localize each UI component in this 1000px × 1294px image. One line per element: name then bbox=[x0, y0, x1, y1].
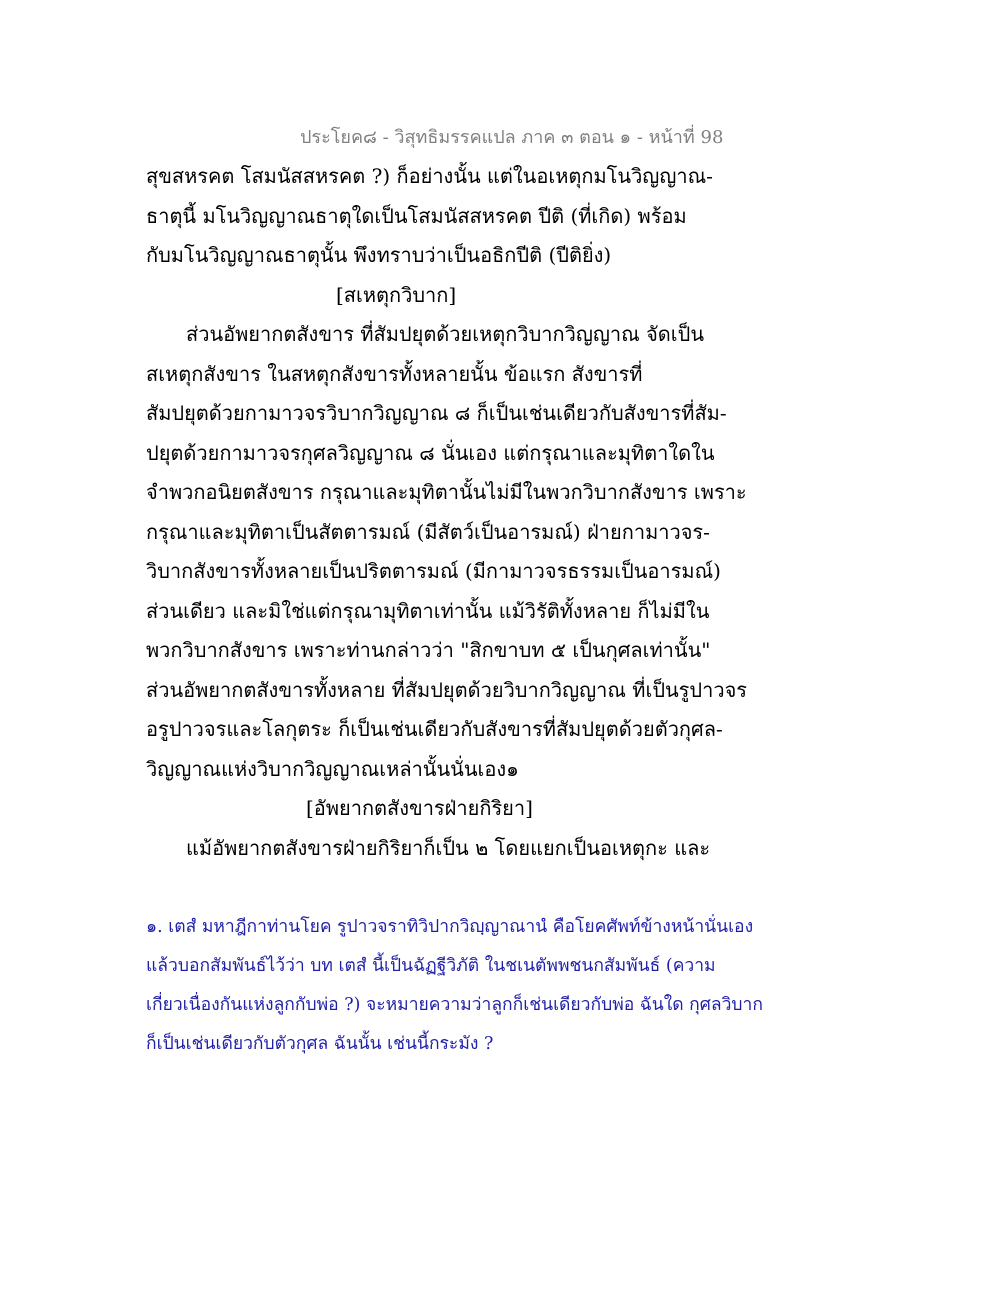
text-line: ส่วนอัพยากตสังขาร ที่สัมปยุตด้วยเหตุกวิบากวิญญาณ จัดเป็น bbox=[186, 322, 704, 346]
text-line: สัมปยุตด้วยกามาวจรวิบากวิญญาณ ๘ ก็เป็นเช่นเดียวกับสังขารที่สัม- bbox=[146, 401, 727, 425]
text-line: ธาตุนี้ มโนวิญญาณธาตุใดเป็นโสมนัสสหรคต ปีติ (ที่เกิด) พร้อม bbox=[146, 203, 687, 228]
text-line: ส่วนอัพยากตสังขารทั้งหลาย ที่สัมปยุตด้วยวิบากวิญญาณ ที่เป็นรูปาวจร bbox=[146, 677, 748, 702]
footnote-line: ก็เป็นเช่นเดียวกับตัวกุศล ฉันนั้น เช่นนี้กระมัง ? bbox=[146, 1034, 494, 1054]
text-line: กับมโนวิญญาณธาตุนั้น พึงทราบว่าเป็นอธิกปีติ (ปีติยิ่ง) bbox=[146, 243, 612, 267]
text-line: กรุณาและมุทิตาเป็นสัตตารมณ์ (มีสัตว์เป็นอารมณ์) ฝ่ายกามาวจร- bbox=[146, 519, 710, 544]
text-line: แม้อัพยากตสังขารฝ่ายกิริยาก็เป็น ๒ โดยแยกเป็นอเหตุกะ และ bbox=[186, 835, 711, 860]
text-line: สเหตุกสังขาร ในสหตุกสังขารทั้งหลายนั้น ข้อแรก สังขารที่ bbox=[146, 361, 643, 386]
footnote-line: เกี่ยวเนื่องกันแห่งลูกกับพ่อ ?) จะหมายความว่าลูกก็เช่นเดียวกับพ่อ ฉันใด กุศลวิบาก bbox=[146, 995, 763, 1015]
footnote-line: ๑. เตสํ มหาฎีกาท่านโยค รูปาวจราทิวิปากวิญฺญาณานํ คือโยคศัพท์ข้างหน้านั่นเอง bbox=[146, 917, 754, 937]
text-line: จำพวกอนิยตสังขาร กรุณาและมุทิตานั้นไม่มีในพวกวิบากสังขาร เพราะ bbox=[146, 480, 747, 504]
text-line: พวกวิบากสังขาร เพราะท่านกล่าวว่า "สิกขาบท ๕ เป็นกุศลเท่านั้น" bbox=[146, 638, 711, 662]
footnote-line: แล้วบอกสัมพันธ์ไว้ว่า บท เตสํ นี้เป็นฉัฏฐีวิภัติ ในชเนตัพพชนกสัมพันธ์ (ความ bbox=[146, 956, 716, 976]
page-header: ประโยค๘ - วิสุทธิมรรคแปล ภาค ๓ ตอน ๑ - หน้าที่ 98 bbox=[300, 127, 724, 148]
text-line: ส่วนเดียว และมิใช่แต่กรุณามุทิตาเท่านั้น แม้วิรัติทั้งหลาย ก็ไม่มีใน bbox=[146, 598, 710, 623]
footnotes bbox=[146, 910, 766, 1066]
text-line: วิบากสังขารทั้งหลายเป็นปริตตารมณ์ (มีกามาวจรธรรมเป็นอารมณ์) bbox=[146, 559, 721, 583]
section-heading-kiriya: [อัพยากตสังขารฝ่ายกิริยา] bbox=[306, 796, 533, 820]
text-line: ปยุตด้วยกามาวจรกุศลวิญญาณ ๘ นั่นเอง แต่กรุณาและมุทิตาใดใน bbox=[146, 440, 715, 465]
text-line: อรูปาวจรและโลกุตระ ก็เป็นเช่นเดียวกับสังขารที่สัมปยุตด้วยตัวกุศล- bbox=[146, 717, 723, 741]
text-line: วิญญาณแห่งวิบากวิญญาณเหล่านั้นนั่นเอง๑ bbox=[146, 756, 519, 781]
main-text bbox=[146, 158, 748, 869]
section-heading-sahetuka-vipaka: [สเหตุกวิบาก] bbox=[336, 282, 457, 307]
text-line: สุขสหรคต โสมนัสสหรคต ?) ก็อย่างนั้น แต่ในอเหตุกมโนวิญญาณ- bbox=[146, 164, 713, 188]
